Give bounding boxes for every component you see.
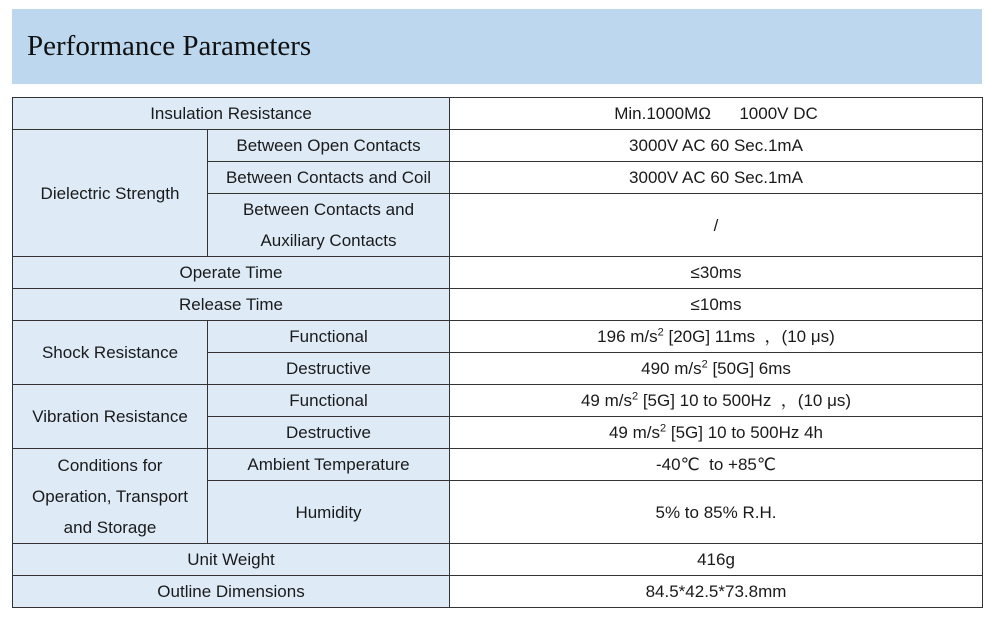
outline-dimensions-value: 84.5*42.5*73.8mm xyxy=(450,576,983,608)
contacts-auxiliary-value: / xyxy=(450,194,983,257)
table-row xyxy=(13,321,983,353)
unit-weight-value: 416g xyxy=(450,544,983,576)
contacts-auxiliary-label-line1: Between Contacts and xyxy=(242,200,415,219)
vibration-resistance-label: Vibration Resistance xyxy=(13,385,208,449)
conditions-label-line1: Conditions for xyxy=(57,455,163,475)
table-row xyxy=(13,544,983,576)
open-contacts-label: Between Open Contacts xyxy=(208,130,450,162)
superscript: 2 xyxy=(631,390,639,403)
conditions-label-line3: and Storage xyxy=(63,517,157,537)
value-part: [5G] 10 to 500Hz 4h xyxy=(666,423,824,442)
outline-dimensions-label: Outline Dimensions xyxy=(13,576,450,608)
page-title: Performance Parameters xyxy=(27,30,312,62)
vibration-destructive-label: Destructive xyxy=(208,417,450,449)
insulation-resistance-label: Insulation Resistance xyxy=(13,98,450,130)
operate-time-label: Operate Time xyxy=(13,257,450,289)
contacts-auxiliary-label-line2: Auxiliary Contacts xyxy=(260,231,397,250)
ambient-temperature-label: Ambient Temperature xyxy=(208,449,450,481)
release-time-value: ≤10ms xyxy=(450,289,983,321)
superscript: 2 xyxy=(660,422,667,435)
vibration-functional-label: Functional xyxy=(208,385,450,417)
table-row xyxy=(13,98,983,130)
table-row xyxy=(13,576,983,608)
vibration-destructive-value xyxy=(450,417,983,449)
contacts-coil-value: 3000V AC 60 Sec.1mA xyxy=(450,162,983,194)
shock-destructive-label: Destructive xyxy=(208,353,450,385)
value-part: 49 m/s xyxy=(580,391,632,410)
value-part: [20G] 11ms ，(10 μs) xyxy=(663,327,835,346)
humidity-label: Humidity xyxy=(208,481,450,544)
value-part: [5G] 10 to 500Hz ，(10 μs) xyxy=(638,391,852,410)
operate-time-value: ≤30ms xyxy=(450,257,983,289)
table-row xyxy=(13,257,983,289)
shock-resistance-label: Shock Resistance xyxy=(13,321,208,385)
conditions-label xyxy=(13,449,208,544)
contacts-auxiliary-label xyxy=(208,194,450,257)
value-part: 196 m/s xyxy=(597,327,658,346)
table-row xyxy=(13,289,983,321)
insulation-resistance-value: Min.1000MΩ 1000V DC xyxy=(450,98,983,130)
contacts-coil-label: Between Contacts and Coil xyxy=(208,162,450,194)
unit-weight-label: Unit Weight xyxy=(13,544,450,576)
table-row xyxy=(13,449,983,481)
shock-destructive-value xyxy=(450,353,983,385)
table-row xyxy=(13,385,983,417)
shock-functional-label: Functional xyxy=(208,321,450,353)
humidity-value: 5% to 85% R.H. xyxy=(450,481,983,544)
title-banner xyxy=(12,9,982,84)
open-contacts-value: 3000V AC 60 Sec.1mA xyxy=(450,130,983,162)
performance-parameters-table xyxy=(12,97,983,608)
superscript: 2 xyxy=(701,358,708,371)
shock-functional-value xyxy=(450,321,983,353)
value-part: [50G] 6ms xyxy=(707,359,791,378)
ambient-temperature-value: -40℃ to +85℃ xyxy=(450,449,983,481)
value-part: 49 m/s xyxy=(608,423,660,442)
value-part: 490 m/s xyxy=(641,359,702,378)
dielectric-strength-label: Dielectric Strength xyxy=(13,130,208,257)
table-row xyxy=(13,130,983,162)
conditions-label-line2: Operation, Transport xyxy=(32,486,188,506)
vibration-functional-value xyxy=(450,385,983,417)
release-time-label: Release Time xyxy=(13,289,450,321)
superscript: 2 xyxy=(657,326,664,339)
